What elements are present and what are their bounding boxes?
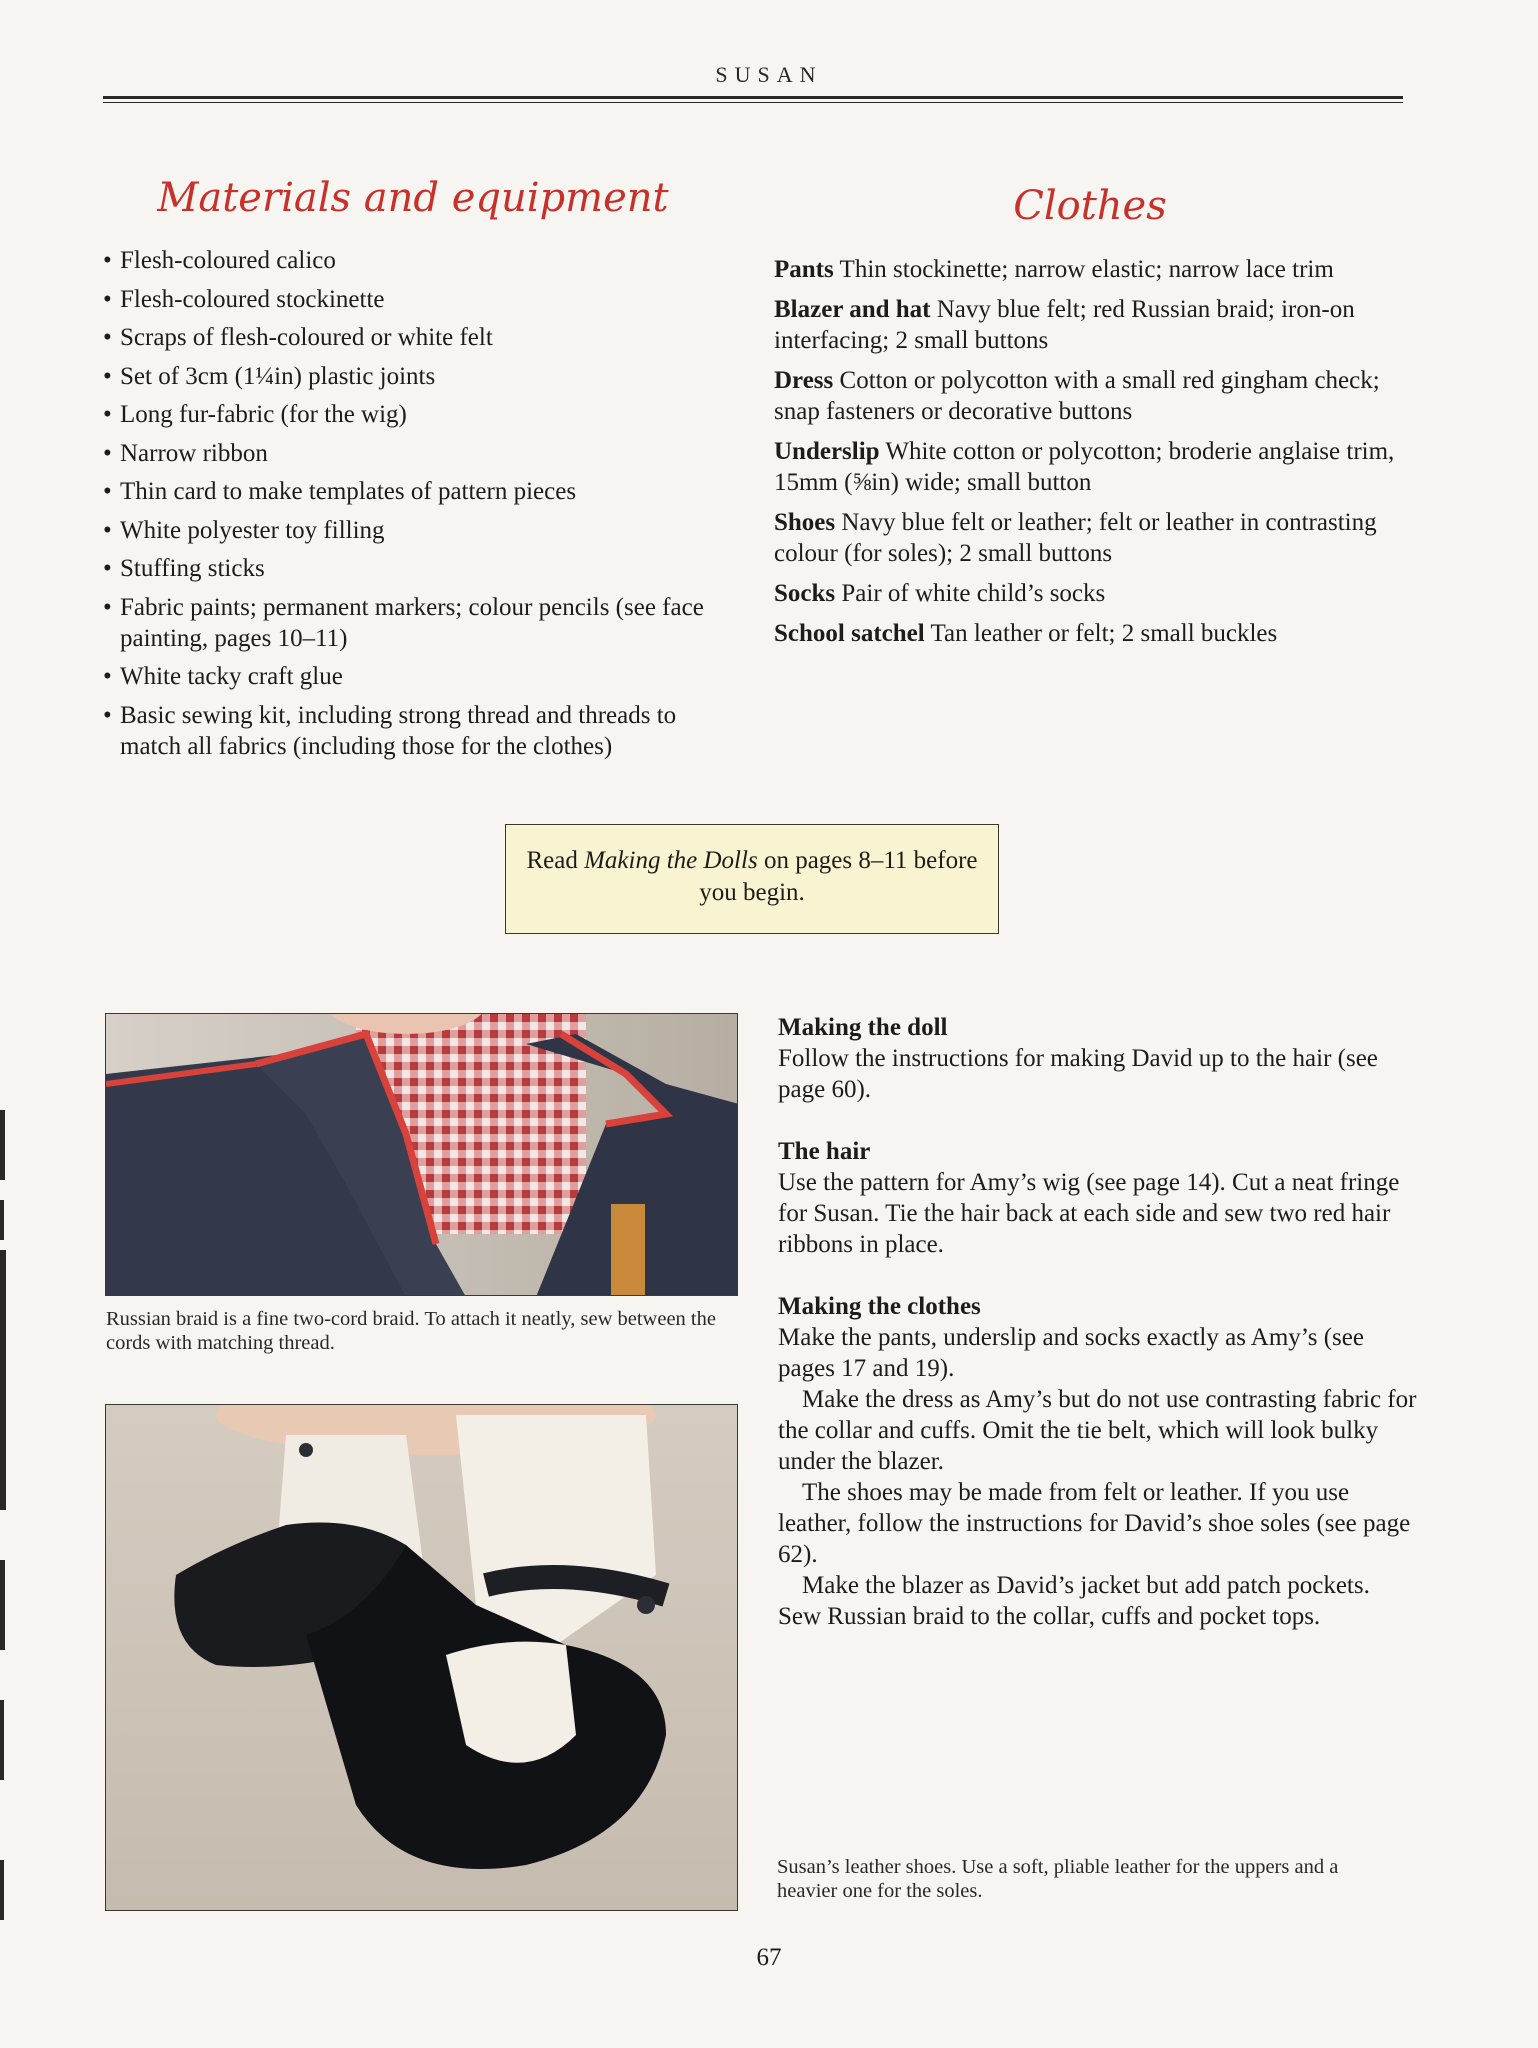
note-prefix: Read xyxy=(526,847,585,874)
materials-list xyxy=(103,245,743,769)
clothes-item-name: Pants xyxy=(774,256,834,283)
list-item: • Long fur-fabric (for the wig) xyxy=(103,399,743,430)
clothes-item xyxy=(774,436,1414,498)
making-clothes-p1: Make the pants, underslip and socks exactly as Amy’s (see pages 17 and 19). xyxy=(778,1324,1364,1382)
list-item: • Narrow ribbon xyxy=(103,438,743,469)
hair-heading: The hair xyxy=(778,1138,871,1165)
running-head: SUSAN xyxy=(715,62,823,87)
list-item: • Flesh-coloured calico xyxy=(103,245,743,276)
note-book-title: Making the Dolls xyxy=(584,847,758,874)
page-number: 67 xyxy=(756,1944,782,1971)
clothes-heading: Clothes xyxy=(1013,183,1167,229)
hair-text: Use the pattern for Amy’s wig (see page 14). Cut a neat fringe for Susan. Tie the hair back at each side and sew two red hair ribbons in place. xyxy=(778,1169,1400,1258)
clothes-item xyxy=(774,618,1414,649)
header-rule-thin xyxy=(103,102,1403,103)
list-item: • Thin card to make templates of pattern pieces xyxy=(103,476,743,507)
clothes-item-name: Dress xyxy=(774,367,834,394)
making-doll-text: Follow the instructions for making David up to the hair (see page 60). xyxy=(778,1045,1378,1103)
blazer-photo xyxy=(105,1013,738,1296)
shoes-caption: Susan’s leather shoes. Use a soft, pliable leather for the uppers and a heavier one for the soles. xyxy=(777,1856,1339,1902)
clothes-item-name: School satchel xyxy=(774,620,925,647)
making-clothes-heading: Making the clothes xyxy=(778,1293,981,1320)
clothes-item xyxy=(774,254,1414,285)
materials-heading: Materials and equipment xyxy=(157,175,669,221)
braid-caption: Russian braid is a fine two-cord braid. To attach it neatly, sew between the cords with matching thread. xyxy=(106,1308,716,1354)
list-item: • Scraps of flesh-coloured or white felt xyxy=(103,322,743,353)
note-suffix: on pages 8–11 before you begin. xyxy=(699,847,978,906)
clothes-item-desc: Navy blue felt or leather; felt or leather in contrasting colour (for soles); 2 small buttons xyxy=(774,509,1377,567)
making-clothes-p2: Make the dress as Amy’s but do not use contrasting fabric for the collar and cuffs. Omit the tie belt, which will look bulky under the blazer. xyxy=(778,1386,1417,1475)
clothes-item-desc: Navy blue felt; red Russian braid; iron-on interfacing; 2 small buttons xyxy=(774,296,1355,354)
clothes-list xyxy=(774,254,1414,658)
list-item: • Basic sewing kit, including strong thread and threads to match all fabrics (including those for the clothes) xyxy=(103,700,743,762)
clothes-item-name: Shoes xyxy=(774,509,836,536)
clothes-item xyxy=(774,365,1414,427)
note-box xyxy=(505,824,999,934)
making-clothes-p3: The shoes may be made from felt or leather. If you use leather, follow the instructions for David’s shoe soles (see page 62). xyxy=(778,1479,1411,1568)
clothes-item xyxy=(774,507,1414,569)
list-item: • Set of 3cm (1¼in) plastic joints xyxy=(103,361,743,392)
clothes-item-desc: Thin stockinette; narrow elastic; narrow lace trim xyxy=(839,256,1334,283)
list-item: • White tacky craft glue xyxy=(103,661,743,692)
clothes-item-desc: Pair of white child’s socks xyxy=(841,580,1106,607)
making-doll-heading: Making the doll xyxy=(778,1014,948,1041)
list-item: • Stuffing sticks xyxy=(103,553,743,584)
clothes-item-desc: Tan leather or felt; 2 small buckles xyxy=(930,620,1278,647)
clothes-item xyxy=(774,294,1414,356)
shoes-photo xyxy=(105,1404,738,1911)
list-item: • Fabric paints; permanent markers; colour pencils (see face painting, pages 10–11) xyxy=(103,592,743,654)
making-clothes-p4: Make the blazer as David’s jacket but add patch pockets. Sew Russian braid to the collar, cuffs and pocket tops. xyxy=(778,1572,1370,1630)
shoes-illustration xyxy=(106,1405,738,1911)
scan-edge-marks xyxy=(0,0,14,2048)
clothes-item-desc: Cotton or polycotton with a small red gingham check; snap fasteners or decorative buttons xyxy=(774,367,1380,425)
clothes-item-name: Underslip xyxy=(774,438,880,465)
clothes-item xyxy=(774,578,1414,609)
clothes-item-name: Socks xyxy=(774,580,836,607)
clothes-item-desc: White cotton or polycotton; broderie anglaise trim, 15mm (⅝in) wide; small button xyxy=(774,438,1395,496)
instructions xyxy=(778,1012,1418,1632)
list-item: • White polyester toy filling xyxy=(103,515,743,546)
clothes-item-name: Blazer and hat xyxy=(774,296,931,323)
list-item: • Flesh-coloured stockinette xyxy=(103,284,743,315)
blazer-illustration xyxy=(106,1014,738,1296)
header-rule xyxy=(103,96,1403,99)
